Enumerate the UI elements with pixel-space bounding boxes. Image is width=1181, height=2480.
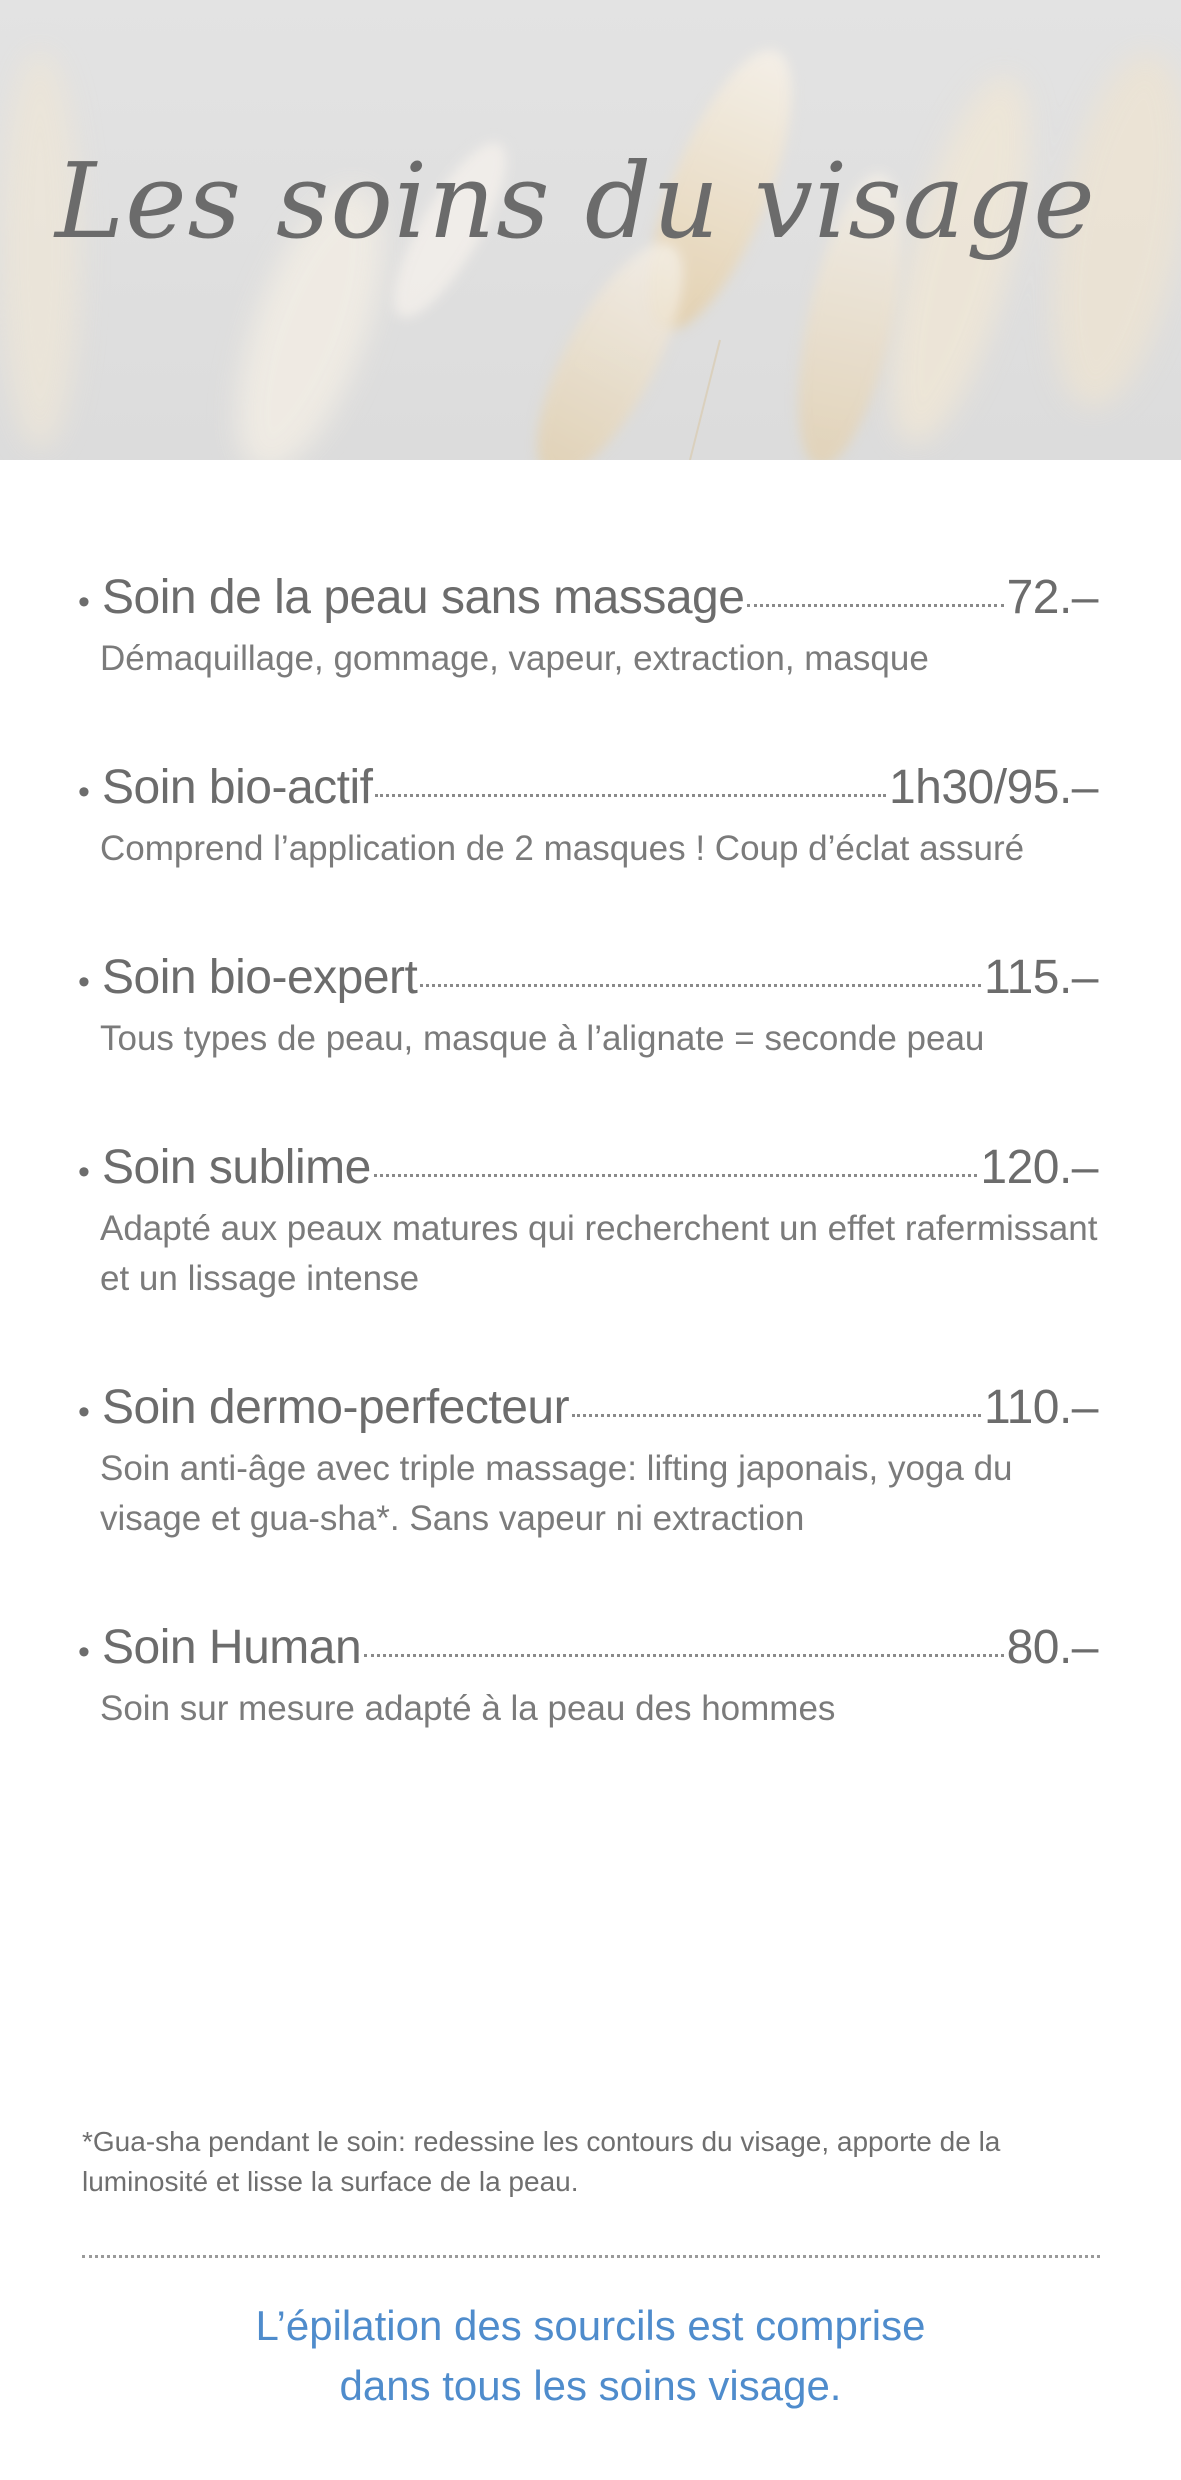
treatment-name: Soin dermo-perfecteur [102, 1381, 570, 1434]
page-title: Les soins du visage [55, 140, 1096, 262]
treatment-description: Adapté aux peaux matures qui recherchent un effet rafermissant et un lissage intense [100, 1209, 1098, 1298]
dot-leader [572, 1414, 981, 1417]
treatment-description: Soin sur mesure adapté à la peau des hommes [100, 1689, 836, 1728]
footnote: *Gua-sha pendant le soin: redessine les contours du visage, apporte de la luminosité et lisse la surface de la peau. [82, 2126, 1001, 2197]
treatment-name: Soin Human [102, 1621, 362, 1674]
dot-leader [747, 604, 1003, 607]
dot-leader [374, 1174, 978, 1177]
treatment-list [78, 568, 1098, 1734]
list-item [78, 1618, 1098, 1734]
treatment-description: Comprend l’application de 2 masques ! Coup d’éclat assuré [100, 829, 1025, 868]
dot-leader [375, 794, 885, 797]
dotted-divider [82, 2255, 1100, 2258]
dot-leader [364, 1654, 1003, 1657]
bullet-icon: • [78, 963, 90, 1001]
treatment-price: 80.– [1006, 1621, 1098, 1674]
eyebrow-note-line-1: L’épilation des sourcils est comprise [255, 2302, 926, 2349]
list-item [78, 758, 1098, 874]
treatment-price: 120.– [980, 1141, 1098, 1194]
treatment-price: 110.– [983, 1381, 1098, 1434]
list-item [78, 1138, 1098, 1304]
treatment-name: Soin bio-expert [102, 951, 418, 1004]
bullet-icon: • [78, 1153, 90, 1191]
treatment-description: Soin anti-âge avec triple massage: lifting japonais, yoga du visage et gua-sha*. Sans vapeur ni extraction [100, 1449, 1013, 1538]
treatment-name: Soin de la peau sans massage [102, 571, 745, 624]
bullet-icon: • [78, 583, 90, 621]
treatment-name: Soin sublime [102, 1141, 371, 1194]
bullet-icon: • [78, 773, 90, 811]
dot-leader [420, 984, 981, 987]
bullet-icon: • [78, 1393, 90, 1431]
eyebrow-note-line-2: dans tous les soins visage. [339, 2362, 842, 2409]
treatment-description: Tous types de peau, masque à l’alignate = seconde peau [100, 1019, 985, 1058]
list-item [78, 568, 1098, 684]
bullet-icon: • [78, 1633, 90, 1671]
treatment-price: 72.– [1006, 571, 1098, 624]
list-item [78, 948, 1098, 1064]
treatment-price: 115.– [983, 951, 1098, 1004]
eyebrow-note [0, 2296, 1181, 2416]
treatment-price: 1h30/95.– [888, 761, 1098, 814]
treatment-name: Soin bio-actif [102, 761, 373, 814]
header-banner [0, 0, 1181, 460]
treatment-description: Démaquillage, gommage, vapeur, extraction, masque [100, 639, 929, 678]
list-item [78, 1378, 1098, 1544]
